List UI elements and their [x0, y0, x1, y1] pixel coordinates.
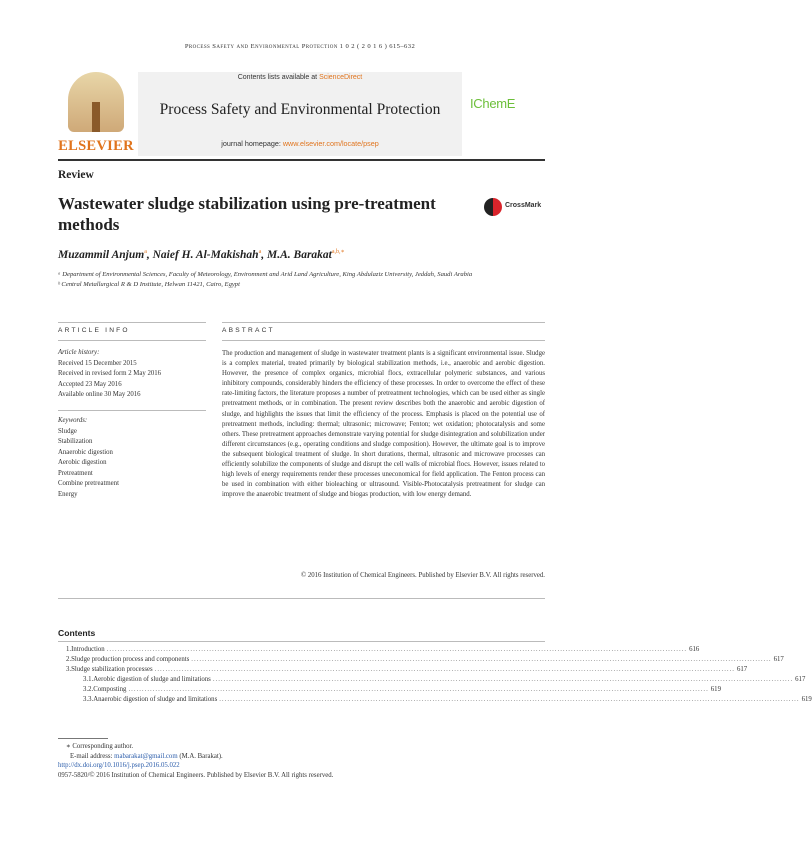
contents-rule [58, 641, 545, 642]
article-info-heading: ARTICLE INFO [58, 327, 130, 334]
abstract-body: The production and management of sludge in wastewater treatment plants is a significant environmental issue. Sludge is a complex material, treated primarily by biological stabilization methods, i.e., anaerobic and aerobic digestion. However, the presence of complex organics, microbial flocs, extracellular polymeric substances, and various inhibitory compounds, considerably hinders the efficiency of these processes. In order to overcome the effect of these rate-limiting factors, the literature proposes a number of pretreatment technologies, which can be used either as single pretreatment methods, or in combination. The present review describes both the anaerobic and aerobic digestion of sludge, and highlights the issues that limit the efficiency of the process. Emphasis is placed on the potential use of pretreatment methods, including: thermal; ultrasonic; microwave; Fenton; wet oxidation; photocatalysis and some others. These pretreatment approaches demonstrate varying potential for sludge disintegration and solubilization under different circumstances (e.g., operating conditions and sludge composition). However, the ultimate goal is to improve the subsequent biological treatment of sludge. In short durations, thermal, ultrasonic and microwave processes can efficiently solubilize the components of sludge and disrupt the cell walls of microbial flocs. However, issues related to high levels of energy requirements render these processes uneconomical for field application. The Fenton process can be used in combination with either bioleaching or ultrasound. Visible-Photocatalysis pretreatment for sludge can improve the anaerobic treatment of sludge and biogas production, with low energy demand. [222, 350, 545, 499]
journal-title: Process Safety and Environmental Protection [159, 101, 441, 118]
article-info-rule-2 [58, 340, 206, 341]
history-item: Accepted 23 May 2016 [58, 380, 122, 388]
running-head: Process Safety and Environmental Protection 1 0 2 ( 2 0 1 6 ) 615–632 [184, 43, 416, 50]
affiliations [58, 270, 478, 290]
toc-leader: ....................................................................................................................................................................................................................... [219, 696, 800, 704]
abstract-rule-2 [222, 340, 545, 341]
toc-leader: ....................................................................................................................................................................................................................... [191, 656, 772, 664]
toc-leader: ....................................................................................................................................................................................................................... [212, 676, 794, 684]
email-link[interactable]: mabarakat@gmail.com [114, 752, 178, 760]
toc-leader: ....................................................................................................................................................................................................................... [128, 686, 709, 694]
toc-title: Anaerobic digestion of sludge and limitations [93, 695, 219, 705]
toc-page: 619 [709, 685, 721, 695]
abstract-copyright: © 2016 Institution of Chemical Engineers. Published by Elsevier B.V. All rights reserved. [300, 572, 545, 579]
keywords-rule [58, 410, 206, 411]
toc-page: 616 [687, 645, 699, 655]
contents-heading: Contents [58, 628, 96, 638]
toc-number: 3.2. [83, 686, 94, 694]
affiliation-b: ᵇ Central Metallurgical R & D Institute, Helwan 11421, Cairo, Egypt [58, 281, 240, 288]
journal-homepage-link[interactable]: www.elsevier.com/locate/psep [282, 139, 379, 148]
table-of-contents [58, 645, 812, 706]
author-name[interactable]: Muzammil Anjum [58, 248, 145, 261]
keyword: Combine pretreatment [58, 480, 119, 487]
footnote-rule [58, 738, 108, 739]
article-history [58, 348, 206, 401]
toc-number: 3.1. [83, 676, 94, 684]
keywords [58, 416, 206, 500]
keyword: Pretreatment [58, 469, 93, 477]
toc-number: 3. [66, 666, 72, 674]
paper-title: Wastewater sludge stabilization using pre-treatment methods [58, 194, 436, 234]
toc-item[interactable] [58, 655, 784, 665]
keyword: Stabilization [58, 438, 93, 445]
toc-number: 1. [66, 646, 72, 653]
keywords-title: Keywords: [58, 417, 88, 424]
keyword: Anaerobic digestion [58, 448, 113, 456]
toc-page: 617 [772, 655, 784, 665]
history-title: Article history: [58, 349, 100, 356]
history-item: Received 15 December 2015 [58, 359, 137, 367]
toc-item[interactable] [58, 665, 748, 675]
toc-leader: ....................................................................................................................................................................................................................... [154, 666, 735, 674]
abstract-bottom-rule [58, 598, 545, 599]
email-suffix: (M.A. Barakat). [177, 752, 223, 760]
email-line [58, 752, 545, 762]
crossmark-label: CrossMark [505, 202, 542, 209]
header-rule [58, 159, 545, 161]
keyword: Sludge [58, 427, 77, 435]
elsevier-wordmark: ELSEVIER [58, 138, 134, 154]
keyword: Aerobic digestion [58, 459, 107, 466]
abstract-rule [222, 322, 545, 323]
toc-item[interactable] [58, 685, 721, 695]
toc-leader: ....................................................................................................................................................................................................................... [106, 646, 688, 653]
crossmark-icon [484, 198, 502, 216]
crossmark-badge[interactable] [484, 196, 544, 220]
author-affil-marker[interactable]: a [144, 249, 147, 255]
issn-copyright: 0957-5820/© 2016 Institution of Chemical Engineers. Published by Elsevier B.V. All rights reserved. [58, 772, 334, 780]
history-item: Received in revised form 2 May 2016 [58, 370, 162, 377]
toc-page: 617 [735, 665, 747, 675]
author-name[interactable]: M.A. Barakat [267, 248, 332, 261]
email-prefix: E-mail address: [70, 752, 115, 760]
contents-available-line [138, 74, 462, 81]
toc-item[interactable] [58, 645, 700, 655]
article-type: Review [58, 169, 94, 181]
journal-homepage [138, 139, 462, 148]
author-name[interactable]: Naief H. Al-Makishah [152, 248, 259, 261]
abstract-heading: ABSTRACT [222, 327, 275, 334]
toc-number: 3.3. [83, 696, 94, 704]
corresponding-author-note: ∗ Corresponding author. [66, 743, 134, 750]
toc-title: Introduction [71, 645, 107, 655]
journal-homepage-prefix: journal homepage: [221, 139, 283, 148]
author-list: Muzammil Anjum$^a$, Naief H. Al-Makishah$^a$, M.A. Barakat$^{a,b,∗}$ [58, 248, 345, 261]
toc-page: 617 [793, 675, 805, 685]
icheme-logo: IChemE [470, 96, 516, 111]
toc-title: Composting [93, 685, 128, 695]
affiliation-a: ᵃ Department of Environmental Sciences, Faculty of Meteorology, Environment and Arid Land Agriculture, King Abdulaziz University, Jeddah, Saudi Arabia [58, 271, 473, 278]
toc-page: 619 [800, 695, 812, 705]
author-affil-marker[interactable]: a,b,∗ [331, 249, 345, 255]
toc-item[interactable] [58, 675, 806, 685]
doi-link[interactable]: http://dx.doi.org/10.1016/j.psep.2016.05.022 [58, 762, 180, 770]
footnotes [58, 742, 545, 781]
sciencedirect-link[interactable]: ScienceDirect [319, 74, 363, 81]
toc-title: Sludge production process and components [71, 655, 191, 665]
toc-title: Sludge stabilization processes [71, 665, 155, 675]
history-item: Available online 30 May 2016 [58, 391, 141, 398]
article-info-rule [58, 322, 206, 323]
toc-item[interactable] [58, 695, 812, 705]
toc-number: 2. [66, 656, 72, 664]
keyword: Energy [58, 490, 78, 498]
author-affil-marker[interactable]: a [258, 249, 262, 255]
contents-available-prefix: Contents lists available at [237, 74, 320, 81]
toc-title: Aerobic digestion of sludge and limitations [93, 675, 213, 685]
